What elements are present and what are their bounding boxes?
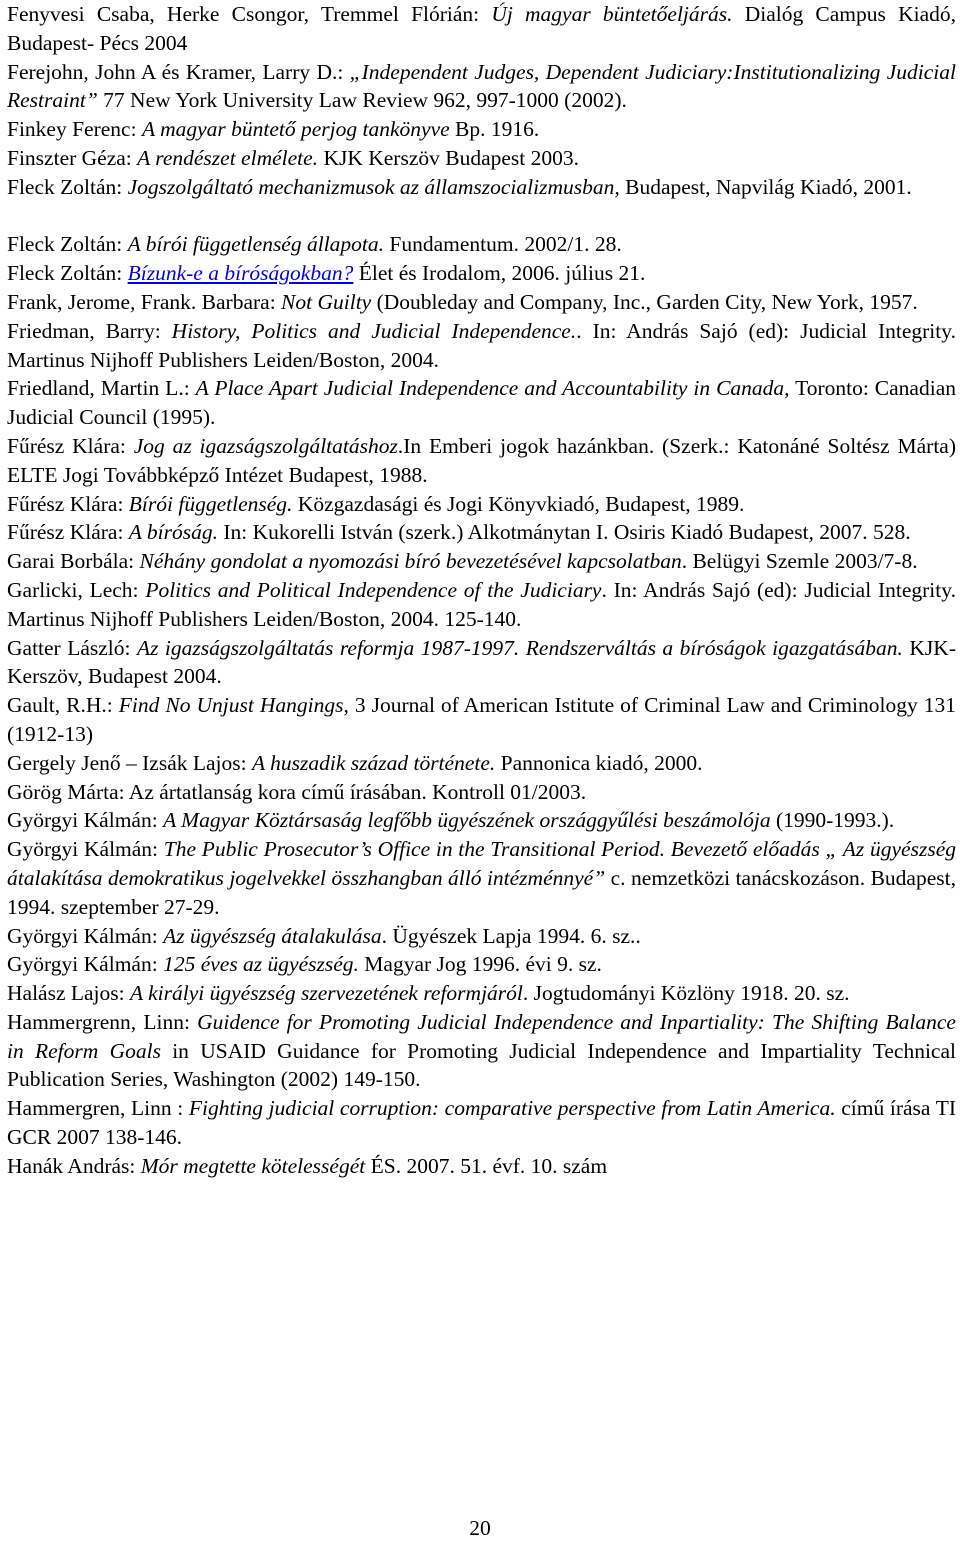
entry-text: (Doubleday and Company, Inc., Garden City, New York, 1957.: [371, 289, 918, 314]
entry-text: Gault, R.H.:: [7, 693, 119, 718]
entry-text: Frank, Jerome, Frank. Barbara:: [7, 289, 282, 314]
entry-text: Dialóg Campus Kiadó, Budapest- Pécs 2004: [7, 2, 956, 55]
entry-title: A bíróság.: [128, 520, 218, 545]
bibliography-entry: [7, 288, 956, 317]
entry-text: in USAID Guidance for Promoting Judicial Independence and Impartiality Technical Publication Series, Washington (2002) 149-150.: [7, 1038, 956, 1092]
entry-text: ÉS. 2007. 51. évf. 10. szám: [365, 1153, 608, 1178]
bibliography-entry: [7, 749, 956, 778]
entry-text: Fleck Zoltán:: [7, 232, 128, 257]
entry-text: Fleck Zoltán:: [7, 261, 128, 286]
bibliography-entry: [7, 374, 956, 432]
entry-text: Hammergrenn, Linn:: [7, 1009, 198, 1034]
entry-title: Bírói függetlenség.: [128, 491, 293, 516]
entry-title: Néhány gondolat a nyomozási bíró bevezetésével kapcsolatban: [139, 549, 682, 574]
entry-title: A rendészet elmélete.: [137, 145, 319, 170]
entry-text: Fűrész Klára:: [7, 491, 129, 516]
bibliography-entry: [7, 259, 956, 288]
entry-text: Pannonica kiadó, 2000.: [495, 750, 703, 775]
entry-text: Finszter Géza:: [7, 145, 138, 170]
entry-title: Find No Unjust Hangings: [118, 693, 344, 718]
bibliography-entry: [7, 576, 956, 634]
entry-title: A bírói függetlenség állapota.: [127, 232, 385, 257]
entry-title: A Magyar Köztársaság legfőbb ügyészének országgyűlési beszámolója: [163, 808, 771, 833]
bibliography-entry: [7, 490, 956, 519]
entry-text: Magyar Jog 1996. évi 9. sz.: [358, 952, 602, 977]
entry-text: Garai Borbála:: [7, 549, 140, 574]
bibliography-entry: [7, 547, 956, 576]
page-number: 20: [469, 1516, 491, 1540]
entry-title: Jog az igazságszolgáltatáshoz: [133, 433, 398, 458]
entry-title: 125 éves az ügyészség.: [163, 952, 359, 977]
entry-text: Közgazdasági és Jogi Könyvkiadó, Budapest, 1989.: [292, 491, 745, 516]
entry-text: Györgyi Kálmán:: [7, 808, 164, 833]
bibliography-entry: [7, 58, 956, 116]
entry-title: Új magyar büntetőeljárás.: [491, 2, 733, 26]
bibliography-entry: [7, 979, 956, 1008]
bibliography-entry: [7, 691, 956, 749]
bibliography-entry: [7, 432, 956, 490]
bibliography-entry: [7, 1008, 956, 1094]
entry-text: Fűrész Klára:: [7, 520, 129, 545]
bibliography-entry: [7, 173, 956, 202]
bibliography-entry: [7, 634, 956, 692]
bibliography-entry: [7, 922, 956, 951]
bibliography-entry: [7, 778, 956, 807]
entry-text: , 3 Journal of American Istitute of Criminal Law and Criminology 131 (1912-13): [7, 693, 956, 746]
entry-text: Hammergren, Linn :: [7, 1096, 189, 1121]
entry-text: KJK-Kerszöv, Budapest 2004.: [7, 635, 956, 689]
entry-text: Friedman, Barry:: [7, 318, 172, 343]
bibliography-entry: [7, 0, 956, 58]
document-body: [7, 0, 956, 1543]
bibliography-entry: [7, 950, 956, 979]
bibliography-entry: [7, 115, 956, 144]
entry-text: Fenyvesi Csaba, Herke Csongor, Tremmel Flórián:: [7, 2, 492, 26]
entry-text: Élet és Irodalom, 2006. július 21.: [353, 261, 646, 286]
entry-text: Gatter László:: [7, 635, 137, 660]
entry-text: Bp. 1916.: [449, 117, 540, 142]
bibliography-entry: [7, 144, 956, 173]
entry-text: (1990-1993.).: [770, 808, 895, 833]
entry-title: History, Politics and Judicial Independence.: [171, 318, 577, 343]
entry-text: Györgyi Kálmán:: [7, 923, 164, 948]
bibliography-entry: [7, 1094, 956, 1152]
entry-text: Budapest, Napvilág Kiadó, 2001.: [619, 174, 912, 199]
entry-text: Garlicki, Lech:: [7, 577, 146, 602]
entry-text: . Ügyészek Lapja 1994. 6. sz..: [381, 923, 641, 948]
bibliography-entry: [7, 317, 956, 375]
entry-title: The Public Prosecutor’s Office in the Transitional Period. Bevezető előadás „ Az ügyészség átalakítása demokratikus jogelvekkel összhangban álló intézménnyé”: [7, 837, 956, 890]
entry-text: Gergely Jenő – Izsák Lajos:: [7, 750, 252, 775]
bibliography-entry: [7, 835, 956, 921]
entry-title: Az igazságszolgáltatás reformja 1987-1997. Rendszerváltás a bíróságok igazgatásában.: [136, 635, 903, 660]
entry-text: .In Emberi jogok hazánkban. (Szerk.: Katonáné Soltész Márta) ELTE Jogi Továbbképző Intézet Budapest, 1988.: [7, 433, 956, 487]
entry-text: . Belügyi Szemle 2003/7-8.: [681, 549, 918, 574]
entry-text: Friedland, Martin L.:: [7, 376, 196, 401]
entry-title: Guidence for Promoting Judicial Independence and Inpartiality: The Shifting Balance in Reform Goals: [7, 1009, 956, 1063]
entry-text: Györgyi Kálmán:: [7, 952, 164, 977]
entry-text: Toronto: Canadian Judicial Council (1995).: [7, 376, 956, 430]
entry-text: Hanák András:: [7, 1153, 141, 1178]
entry-title: Jogszolgáltató mechanizmusok az államszocializmusban,: [127, 174, 620, 199]
entry-text: Fűrész Klára:: [7, 433, 134, 458]
bibliography-list: [7, 0, 956, 1181]
entry-text: KJK Kerszöv Budapest 2003.: [318, 145, 580, 170]
entry-title: Fighting judicial corruption: comparative perspective from Latin America.: [188, 1096, 836, 1121]
entry-title: Mór megtette kötelességét: [140, 1153, 366, 1178]
entry-title: „Independent Judges, Dependent Judiciary:Institutionalizing Judicial Restraint”: [7, 59, 956, 113]
entry-text: Ferejohn, John A és Kramer, Larry D.:: [7, 59, 350, 84]
entry-text: . In: András Sajó (ed): Judicial Integrity. Martinus Nijhoff Publishers Leiden/Boston, 2004. 125-140.: [7, 577, 956, 631]
bibliography-entry: [7, 806, 956, 835]
bibliography-entry: [7, 1152, 956, 1181]
entry-title: A huszadik század története.: [252, 750, 496, 775]
bibliography-entry: [7, 230, 956, 259]
entry-text: 77 New York University Law Review 962, 997-1000 (2002).: [97, 88, 627, 113]
entry-text: c. nemzetközi tanácskozáson. Budapest, 1994. szeptember 27-29.: [7, 865, 956, 919]
entry-title: Politics and Political Independence of the Judiciary: [145, 577, 602, 602]
entry-text: Fundamentum. 2002/1. 28.: [384, 232, 622, 257]
entry-text: . Jogtudományi Közlöny 1918. 20. sz.: [522, 981, 850, 1006]
entry-link[interactable]: Bízunk-e a bíróságokban?: [127, 261, 354, 286]
entry-text: Finkey Ferenc:: [7, 117, 142, 142]
entry-title: A királyi ügyészség szervezetének reformjáról: [130, 981, 523, 1006]
bibliography-entry: [7, 518, 956, 547]
entry-text: Halász Lajos:: [7, 981, 130, 1006]
entry-title: Not Guilty: [281, 289, 372, 314]
entry-text: . In: András Sajó (ed): Judicial Integrity. Martinus Nijhoff Publishers Leiden/Boston, 2004.: [7, 318, 956, 372]
entry-title: A Place Apart Judicial Independence and Accountability in Canada,: [195, 376, 790, 401]
entry-text: Görög Márta: Az ártatlanság kora című írásában. Kontroll 01/2003.: [7, 779, 587, 804]
entry-text: című írása TI GCR 2007 138-146.: [7, 1096, 956, 1150]
entry-text: Györgyi Kálmán:: [7, 837, 164, 862]
entry-text: Fleck Zoltán:: [7, 174, 128, 199]
entry-text: In: Kukorelli István (szerk.) Alkotmánytan I. Osiris Kiadó Budapest, 2007. 528.: [218, 520, 911, 545]
entry-title: Az ügyészség átalakulása: [163, 923, 382, 948]
entry-title: A magyar büntető perjog tankönyve: [141, 117, 450, 142]
